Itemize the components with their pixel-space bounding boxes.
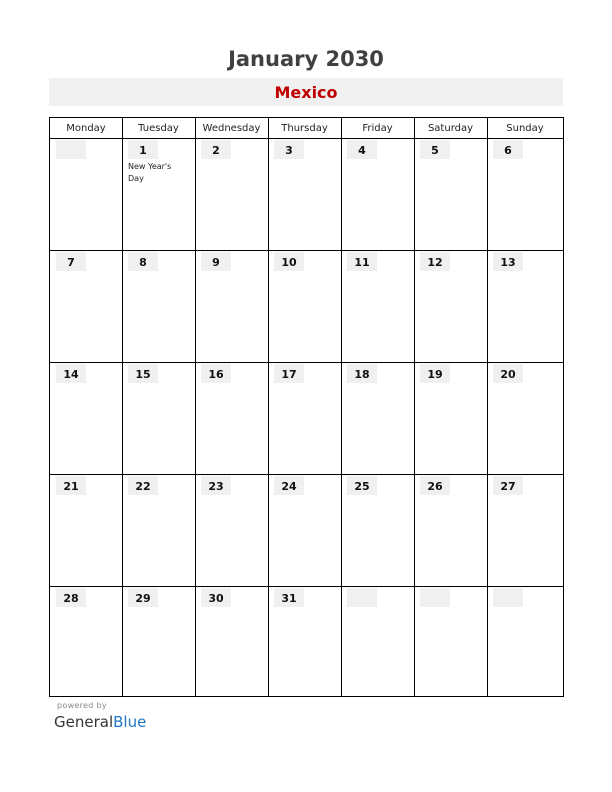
day-cell[interactable]	[414, 363, 487, 474]
calendar-grid	[49, 117, 564, 697]
weekday-header-thursday: Thursday	[281, 123, 328, 134]
day-number: 21	[56, 476, 86, 495]
day-cell[interactable]	[195, 363, 268, 474]
day-cell[interactable]	[414, 475, 487, 586]
weekday-header-monday: Monday	[66, 123, 106, 134]
holiday-label: New Year's Day	[128, 162, 172, 183]
day-cell[interactable]	[122, 475, 195, 586]
day-cell[interactable]	[268, 139, 341, 250]
day-cell[interactable]	[195, 587, 268, 696]
day-number: 13	[493, 252, 523, 271]
day-cell[interactable]	[268, 363, 341, 474]
day-number: 11	[347, 252, 377, 271]
day-number: 10	[274, 252, 304, 271]
day-cell[interactable]	[414, 251, 487, 362]
day-number: 20	[493, 364, 523, 383]
country-name: Mexico	[274, 83, 338, 102]
day-number: 30	[201, 588, 231, 607]
day-cell[interactable]	[487, 587, 563, 696]
day-number	[56, 140, 86, 159]
day-number: 6	[493, 140, 523, 159]
day-number: 7	[56, 252, 86, 271]
day-number: 18	[347, 364, 377, 383]
day-number: 19	[420, 364, 450, 383]
day-cell[interactable]	[341, 251, 414, 362]
day-number: 25	[347, 476, 377, 495]
day-number: 29	[128, 588, 158, 607]
day-cell[interactable]	[341, 139, 414, 250]
day-number: 2	[201, 140, 231, 159]
day-cell[interactable]	[487, 475, 563, 586]
day-cell[interactable]	[487, 251, 563, 362]
day-cell[interactable]	[50, 251, 122, 362]
page-title: January 2030	[228, 47, 384, 71]
day-number: 4	[347, 140, 377, 159]
day-number: 16	[201, 364, 231, 383]
day-number	[347, 588, 377, 607]
day-number: 1	[128, 140, 158, 159]
day-cell[interactable]	[195, 475, 268, 586]
day-cell[interactable]	[268, 587, 341, 696]
day-cell[interactable]	[414, 587, 487, 696]
day-cell[interactable]	[268, 475, 341, 586]
powered-by-text: powered by	[57, 701, 107, 710]
day-number: 31	[274, 588, 304, 607]
day-number: 22	[128, 476, 158, 495]
day-number: 24	[274, 476, 304, 495]
brand-general: General	[54, 713, 114, 731]
day-number	[493, 588, 523, 607]
country-banner	[49, 78, 563, 106]
weekday-header-saturday: Saturday	[427, 123, 474, 134]
day-number: 27	[493, 476, 523, 495]
day-cell[interactable]	[341, 475, 414, 586]
day-number: 5	[420, 140, 450, 159]
weekday-header-friday: Friday	[362, 123, 393, 134]
day-cell[interactable]	[268, 251, 341, 362]
day-cell[interactable]	[122, 363, 195, 474]
day-cell[interactable]	[50, 587, 122, 696]
generalblue-logo[interactable]	[54, 713, 146, 731]
day-number: 17	[274, 364, 304, 383]
day-cell[interactable]	[122, 139, 195, 250]
day-cell[interactable]	[487, 363, 563, 474]
day-cell[interactable]	[341, 587, 414, 696]
day-number: 9	[201, 252, 231, 271]
day-number: 23	[201, 476, 231, 495]
day-cell[interactable]	[122, 251, 195, 362]
day-cell[interactable]	[122, 587, 195, 696]
day-cell[interactable]	[50, 139, 122, 250]
day-number: 26	[420, 476, 450, 495]
day-cell[interactable]	[195, 139, 268, 250]
day-number: 3	[274, 140, 304, 159]
brand-blue: Blue	[113, 713, 147, 731]
day-number: 28	[56, 588, 86, 607]
day-number: 14	[56, 364, 86, 383]
day-cell[interactable]	[50, 475, 122, 586]
day-cell[interactable]	[414, 139, 487, 250]
day-number: 15	[128, 364, 158, 383]
weekday-header-sunday: Sunday	[506, 123, 544, 134]
day-number: 8	[128, 252, 158, 271]
day-cell[interactable]	[50, 363, 122, 474]
day-cell[interactable]	[341, 363, 414, 474]
weekday-header-wednesday: Wednesday	[202, 123, 261, 134]
day-number	[420, 588, 450, 607]
day-cell[interactable]	[487, 139, 563, 250]
weekday-header-tuesday: Tuesday	[138, 123, 179, 134]
day-number: 12	[420, 252, 450, 271]
day-cell[interactable]	[195, 251, 268, 362]
